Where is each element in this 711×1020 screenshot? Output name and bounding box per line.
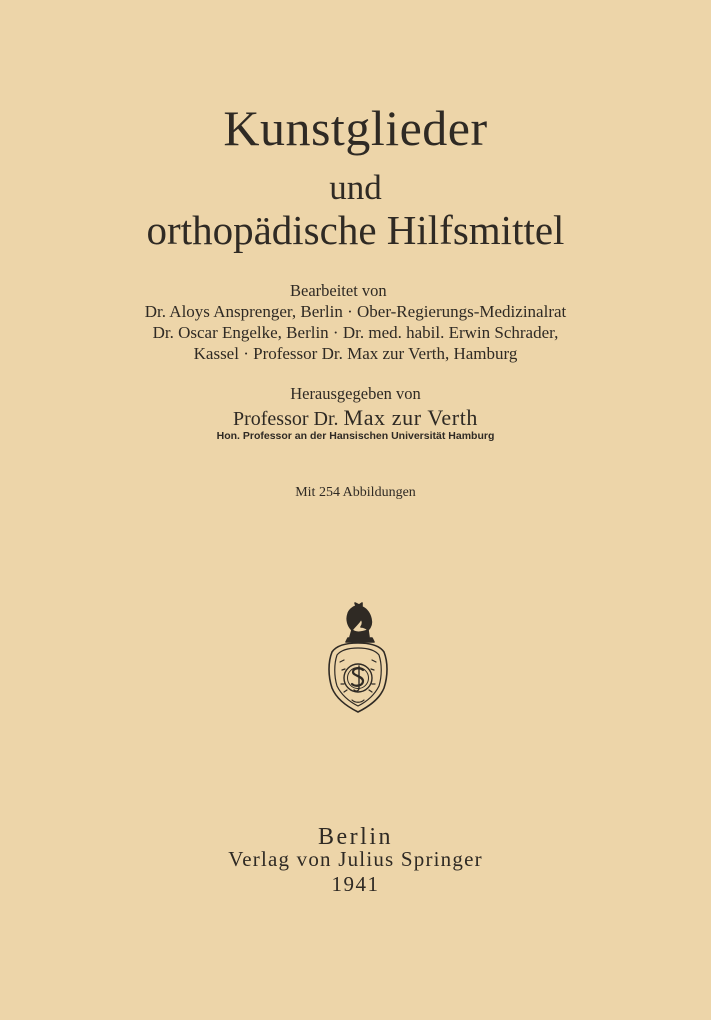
book-subtitle: orthopädische Hilfsmittel	[146, 207, 565, 253]
editor-prefix: Professor Dr.	[232, 408, 344, 430]
contributors-label: Bearbeitet von	[290, 281, 387, 300]
springer-knight-emblem-icon	[322, 600, 394, 718]
imprint-year: 1941	[331, 872, 380, 896]
title-connector: und	[329, 168, 382, 207]
illustrations-count: Mit 254 Abbildungen	[295, 485, 416, 500]
imprint-city: Berlin	[318, 824, 393, 850]
imprint-publisher: Verlag von Julius Springer	[228, 847, 483, 871]
contributor-line: Kassel · Professor Dr. Max zur Verth, Hamburg	[193, 344, 518, 363]
editor-name	[0, 407, 711, 430]
contributor-line: Dr. Aloys Ansprenger, Berlin · Ober-Regierungs-Medizinalrat	[144, 302, 567, 321]
book-title: Kunstglieder	[223, 100, 488, 156]
contributor-line: Dr. Oscar Engelke, Berlin · Dr. med. habil. Erwin Schrader,	[152, 323, 559, 342]
editor-affiliation: Hon. Professor an der Hansischen Universität Hamburg	[216, 430, 495, 442]
contributors-block	[0, 281, 711, 364]
editor-label: Herausgegeben von	[290, 384, 421, 403]
editor-surname: Max zur Verth	[343, 405, 479, 430]
